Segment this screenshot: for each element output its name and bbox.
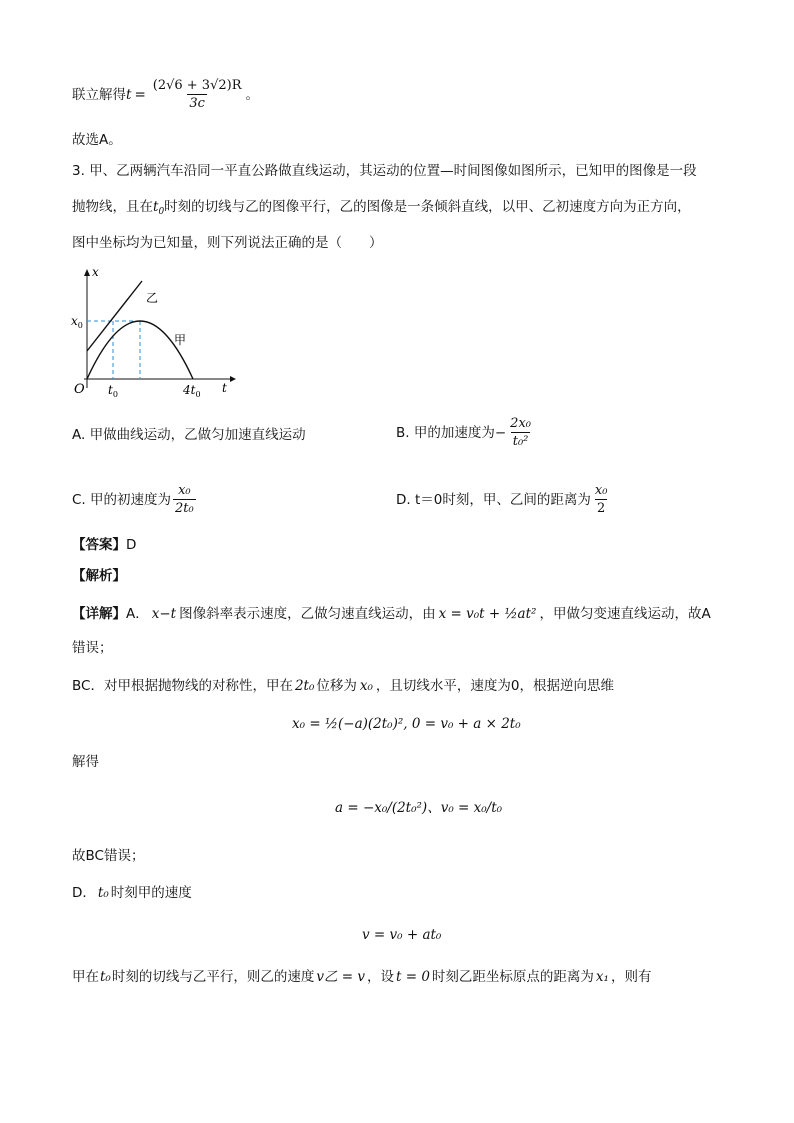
question-number: 3. bbox=[72, 163, 85, 179]
d-text2: 时刻甲的速度 bbox=[110, 885, 192, 901]
detail-xt: x−t bbox=[151, 606, 177, 622]
d-t0: t₀ bbox=[97, 885, 109, 901]
option-d[interactable] bbox=[396, 480, 611, 520]
x-axis-arrow bbox=[84, 269, 90, 276]
detail-d-line bbox=[72, 883, 192, 903]
option-d-fraction bbox=[593, 483, 610, 517]
last-t: t = 0 bbox=[396, 969, 430, 985]
solve-fraction bbox=[151, 78, 244, 112]
bc-equation: x₀ = ½(−a)(2t₀)², 0 = v₀ + a × 2t₀ bbox=[292, 716, 521, 732]
four-t0-label: $4t_0$ bbox=[183, 383, 201, 398]
solve-denominator: 3c bbox=[189, 96, 205, 111]
t0-label: $t_0$ bbox=[108, 383, 118, 398]
answer-value: D bbox=[126, 537, 137, 553]
bc-wrong: 故BC错误； bbox=[72, 848, 145, 864]
last-c: ，设 bbox=[367, 969, 394, 985]
analysis-tag: 【解析】 bbox=[72, 568, 126, 584]
jia-label: 甲 bbox=[174, 333, 187, 347]
v-equation: v = v₀ + at₀ bbox=[362, 927, 442, 943]
last-a: 甲在 bbox=[72, 969, 99, 985]
answer-line bbox=[72, 535, 136, 555]
question-line-1 bbox=[72, 161, 697, 181]
option-c-num: x₀ bbox=[178, 483, 191, 498]
t-axis-arrow bbox=[230, 376, 236, 382]
question-line-3: 图中坐标均为已知量，则下列说法正确的是（ ） bbox=[72, 235, 383, 251]
option-c-den: 2t₀ bbox=[175, 501, 194, 516]
option-a[interactable]: A. 甲做曲线运动，乙做匀加速直线运动 bbox=[72, 427, 306, 443]
bc-text3: ，且切线水平，速度为0，根据逆向思维 bbox=[375, 678, 615, 694]
option-d-den: 2 bbox=[597, 501, 606, 516]
question-line-2 bbox=[72, 197, 691, 222]
origin-label: O bbox=[74, 382, 85, 397]
option-b-text: B. 甲的加速度为 bbox=[396, 425, 495, 441]
option-b[interactable]: B. 甲的加速度为− $\frac{\text{2x₀}}{\text{t₀²}}$ bbox=[396, 416, 531, 449]
last-d: 时刻乙距坐标原点的距离为 bbox=[431, 969, 594, 985]
option-c[interactable] bbox=[72, 480, 198, 520]
solve-var: t bbox=[126, 87, 132, 103]
x-axis-label: x bbox=[92, 265, 99, 279]
detail-line-1 bbox=[72, 597, 711, 631]
bc-x0: x₀ bbox=[359, 678, 373, 694]
jiede-1: 解得 bbox=[72, 754, 99, 770]
detail-a-text2: ，甲做匀变速直线运动，故A bbox=[539, 606, 711, 622]
option-b-fraction bbox=[508, 416, 533, 450]
question-text-2a: 抛物线，且在 bbox=[72, 199, 153, 215]
detail-line-2: 错误； bbox=[72, 640, 113, 656]
last-t0: t₀ bbox=[100, 969, 111, 985]
yi-label: 乙 bbox=[146, 291, 159, 305]
solve-suffix: 。 bbox=[245, 87, 259, 103]
option-c-text: C. 甲的初速度为 bbox=[72, 492, 172, 508]
yi-line bbox=[87, 281, 142, 351]
bc-text2: 位移为 bbox=[316, 678, 357, 694]
answer-tag: 【答案】 bbox=[72, 537, 126, 553]
solve-numerator: (2√6 + 3√2)R bbox=[152, 78, 242, 93]
question-text-1: 甲、乙两辆汽车沿同一平直公路做直线运动，其运动的位置—时间图像如图所示，已知甲的图像是一段 bbox=[89, 163, 697, 179]
option-d-text: t＝0时刻，甲、乙间的距离为 bbox=[414, 492, 591, 508]
detail-a-intro: A． bbox=[126, 606, 149, 622]
question-t0: $t_0$ bbox=[153, 199, 165, 217]
detail-last-line bbox=[72, 967, 651, 987]
bc-2t0: 2t₀ bbox=[294, 678, 315, 694]
last-e: ，则有 bbox=[610, 969, 652, 985]
option-c-fraction bbox=[173, 483, 196, 517]
a-result: a = −x₀/(2t₀²)、v₀ = x₀/t₀ bbox=[335, 800, 503, 816]
detail-a-formula: x = v₀t + ½at² bbox=[438, 606, 537, 622]
bc-text1: BC．对甲根据抛物线的对称性，甲在 bbox=[72, 678, 293, 694]
detail-bc-line bbox=[72, 676, 614, 696]
x0-label: $x_0$ bbox=[71, 314, 83, 330]
choice-line: 故选A。 bbox=[72, 132, 122, 148]
detail-tag: 【详解】 bbox=[72, 606, 126, 622]
d-text: D． bbox=[72, 885, 96, 901]
solve-eq-sign: = bbox=[134, 87, 146, 103]
solve-line bbox=[72, 78, 259, 112]
last-vyi: v乙 = v bbox=[316, 969, 365, 985]
option-b-num: 2x₀ bbox=[510, 416, 531, 431]
question-text-2b: 时刻的切线与乙的图像平行，乙的图像是一条倾斜直线，以甲、乙初速度方向为正方向， bbox=[164, 199, 691, 215]
xt-graph bbox=[70, 264, 240, 398]
option-b-den: t₀² bbox=[512, 434, 529, 449]
last-x1: x₁ bbox=[595, 969, 609, 985]
detail-a-text1: 图像斜率表示速度，乙做匀速直线运动，由 bbox=[179, 606, 436, 622]
option-d-num: x₀ bbox=[594, 483, 608, 498]
option-d-letter: D. bbox=[396, 492, 415, 508]
last-b: 时刻的切线与乙平行，则乙的速度 bbox=[111, 969, 315, 985]
solve-prefix: 联立解得 bbox=[72, 87, 126, 103]
t-axis-label: t bbox=[222, 381, 227, 395]
